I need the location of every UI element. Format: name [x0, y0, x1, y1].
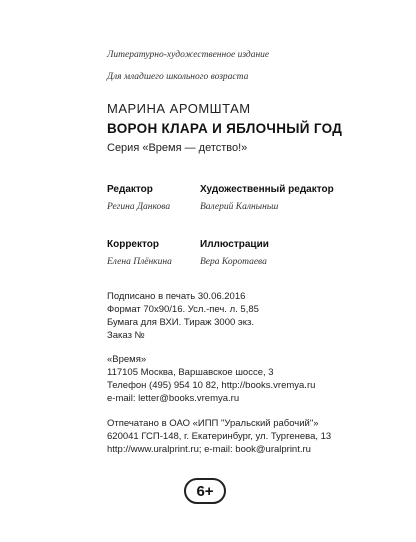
- credit-name-proofreader: Елена Плёнкина: [107, 257, 172, 267]
- print-info-line: Бумага для ВХИ. Тираж 3000 экз.: [107, 317, 255, 328]
- credit-role-proofreader: Корректор: [107, 239, 159, 250]
- author-name: МАРИНА АРОМШТАМ: [107, 101, 251, 116]
- publisher-line: e-mail: letter@books.vremya.ru: [107, 393, 240, 404]
- print-info-line: Подписано в печать 30.06.2016: [107, 291, 246, 302]
- credit-name-art-editor: Валерий Калныньш: [200, 202, 279, 212]
- book-title: ВОРОН КЛАРА И ЯБЛОЧНЫЙ ГОД: [107, 121, 343, 136]
- printer-line: http://www.uralprint.ru; e-mail: book@uralprint.ru: [107, 444, 311, 455]
- publisher-line: 117105 Москва, Варшавское шоссе, 3: [107, 367, 274, 378]
- printer-line: 620041 ГСП-148, г. Екатеринбург, ул. Тургенева, 13: [107, 431, 332, 442]
- credit-name-illustrations: Вера Коротаева: [200, 257, 267, 267]
- printer-block: [107, 417, 331, 456]
- print-info-line: Формат 70х90/16. Усл.-печ. л. 5,85: [107, 304, 259, 315]
- age-rating-badge: [184, 478, 226, 504]
- publisher-line: Телефон (495) 954 10 82, http://books.vremya.ru: [107, 380, 316, 391]
- age-rating-text: 6+: [196, 482, 214, 500]
- credit-name-editor: Регина Данкова: [107, 202, 171, 212]
- audience-note: Для младшего школьного возраста: [107, 72, 249, 82]
- print-info-line: Заказ №: [107, 330, 145, 341]
- credit-role-editor: Редактор: [107, 184, 153, 195]
- edition-type: Литературно-художественное издание: [107, 50, 270, 60]
- publisher-line: «Время»: [107, 354, 147, 365]
- print-info-block: [107, 290, 259, 342]
- credit-role-art-editor: Художественный редактор: [200, 184, 334, 195]
- credit-role-illustrations: Иллюстрации: [200, 239, 269, 250]
- series-name: Серия «Время — детство!»: [107, 142, 248, 154]
- publisher-block: [107, 353, 315, 405]
- printer-line: Отпечатано в ОАО «ИПП "Уральский рабочий"»: [107, 418, 319, 429]
